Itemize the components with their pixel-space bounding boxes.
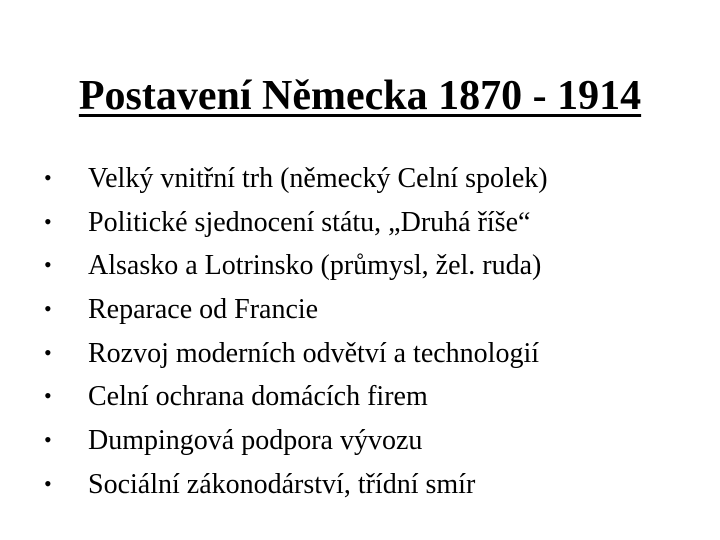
list-item xyxy=(44,157,548,201)
list-item-text: Rozvoj moderních odvětví a technologií xyxy=(88,337,540,369)
list-item-text: Celní ochrana domácích firem xyxy=(88,381,428,413)
list-item-text: Politické sjednocení státu, „Druhá říše“ xyxy=(88,206,531,238)
bullet-icon: • xyxy=(44,208,52,234)
list-item-text: Sociální zákonodárství, třídní smír xyxy=(88,468,476,500)
bullet-icon: • xyxy=(44,470,52,496)
list-item xyxy=(44,244,548,288)
list-item xyxy=(44,288,548,332)
slide-title: Postavení Německa 1870 - 1914 xyxy=(78,73,642,119)
list-item xyxy=(44,463,548,507)
list-item-text: Reparace od Francie xyxy=(88,294,319,326)
list-item xyxy=(44,332,548,376)
list-item xyxy=(44,375,548,419)
list-item xyxy=(44,419,548,463)
list-item xyxy=(44,201,548,245)
list-item-text: Velký vnitřní trh (německý Celní spolek) xyxy=(88,163,548,194)
bullet-icon: • xyxy=(44,383,52,409)
list-item-text: Dumpingová podpora vývozu xyxy=(88,425,423,457)
bullet-icon: • xyxy=(44,339,52,365)
bullet-icon: • xyxy=(44,427,52,453)
bullet-icon: • xyxy=(44,296,52,322)
bullet-list xyxy=(44,157,548,507)
bullet-icon: • xyxy=(44,165,52,190)
bullet-icon: • xyxy=(44,252,52,278)
list-item-text: Alsasko a Lotrinsko (průmysl, žel. ruda) xyxy=(88,250,542,282)
